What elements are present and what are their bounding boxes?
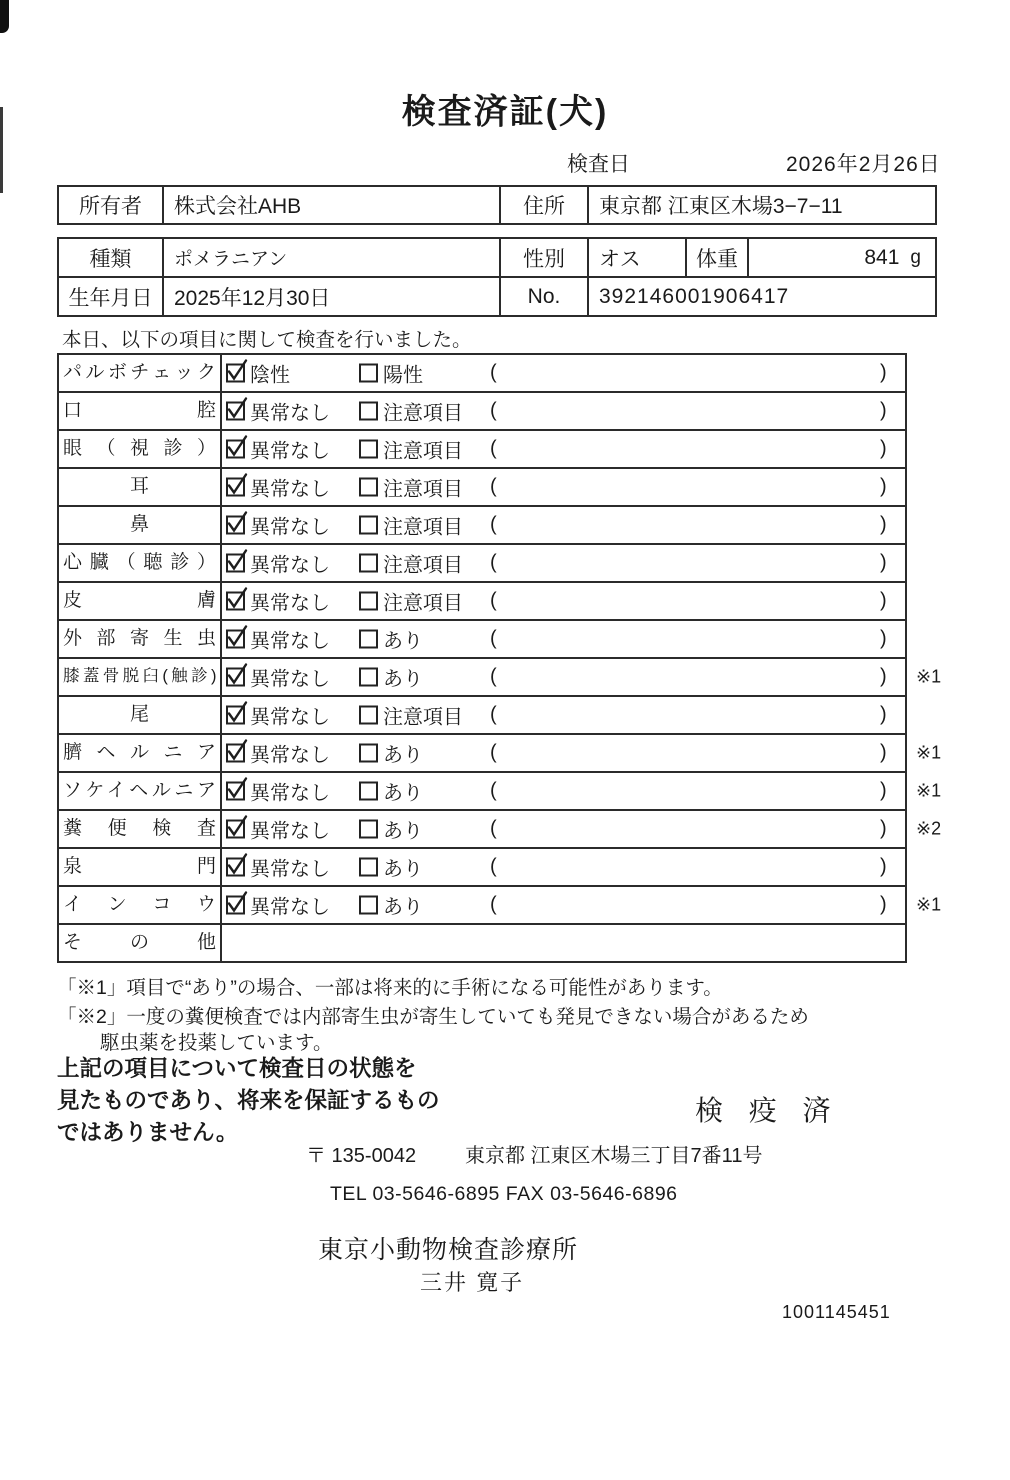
check-row-content	[222, 355, 905, 391]
checkbox-checked-icon	[226, 858, 245, 877]
option-label: 異常なし	[250, 668, 330, 691]
checkbox-empty-icon	[359, 554, 378, 573]
option-label: あり	[383, 744, 423, 767]
check-row-content	[222, 583, 905, 619]
result-paren-close: )	[880, 513, 887, 536]
checkbox-checked-icon	[226, 706, 245, 725]
checkbox-checked-icon	[226, 364, 245, 383]
checkbox-checked-icon	[226, 630, 245, 649]
check-row-label: 尾	[59, 697, 222, 733]
option-label: 陰性	[250, 364, 290, 387]
checkbox-empty-icon	[359, 668, 378, 687]
check-mark-icon	[225, 550, 249, 574]
clinic-address: 東京都 江東区木場三丁目7番11号	[465, 1145, 763, 1167]
footnote-ref: ※2	[916, 818, 942, 839]
check-row-label: 糞便検査	[59, 811, 222, 847]
check-row-content	[222, 621, 905, 657]
option-checked	[226, 625, 330, 654]
address-label: 住所	[499, 187, 587, 223]
owner-label: 所有者	[79, 195, 142, 218]
option-checked	[226, 435, 330, 464]
check-mark-icon	[225, 436, 249, 460]
clinic-postal-code: 〒 135-0042	[306, 1145, 417, 1167]
animal-table	[57, 237, 937, 317]
result-paren-open: (	[490, 437, 497, 460]
option-unchecked	[359, 853, 423, 882]
option-unchecked	[359, 663, 423, 692]
option-label: 陽性	[383, 364, 423, 387]
check-row	[59, 809, 942, 847]
check-row	[59, 733, 942, 771]
check-row-content	[222, 393, 905, 429]
checkbox-empty-icon	[359, 782, 378, 801]
option-unchecked	[359, 891, 423, 920]
inspection-date-label: 検査日	[567, 153, 630, 176]
result-paren-open: (	[490, 855, 497, 878]
option-label: 異常なし	[250, 554, 330, 577]
result-paren-close: )	[880, 665, 887, 688]
option-label: 異常なし	[250, 706, 330, 729]
checkbox-checked-icon	[226, 896, 245, 915]
breed-value: ポメラニアン	[162, 239, 499, 276]
option-label: 異常なし	[250, 440, 330, 463]
check-mark-icon	[225, 512, 249, 536]
check-row-content	[222, 545, 905, 581]
option-checked	[226, 815, 330, 844]
id-number-label: No.	[499, 278, 587, 315]
option-unchecked	[359, 359, 423, 388]
option-unchecked	[359, 815, 423, 844]
document-serial-number: 1001145451	[782, 1302, 891, 1322]
option-label: 異常なし	[250, 478, 330, 501]
footnote-2-continued: 駆虫薬を投薬しています。	[100, 1032, 333, 1054]
check-row	[59, 885, 942, 923]
option-checked	[226, 359, 290, 388]
check-row	[59, 581, 905, 619]
checkbox-checked-icon	[226, 668, 245, 687]
check-row	[59, 467, 905, 505]
inspection-date-value: 2026年2月26日	[786, 153, 941, 176]
option-label: 異常なし	[250, 592, 330, 615]
result-paren-open: (	[490, 589, 497, 612]
footnote-ref: ※1	[916, 780, 942, 801]
option-checked	[226, 777, 330, 806]
option-label: 異常なし	[250, 858, 330, 881]
result-paren-close: )	[880, 627, 887, 650]
check-mark-icon	[225, 664, 249, 688]
disclaimer-line: ではありません。	[57, 1120, 239, 1145]
checkbox-empty-icon	[359, 820, 378, 839]
option-label: 異常なし	[250, 630, 330, 653]
option-unchecked	[359, 511, 463, 540]
result-paren-close: )	[880, 703, 887, 726]
option-checked	[226, 701, 330, 730]
checkbox-empty-icon	[359, 706, 378, 725]
result-paren-close: )	[880, 741, 887, 764]
check-row-label: 皮膚	[59, 583, 222, 619]
checkbox-empty-icon	[359, 516, 378, 535]
check-row	[59, 695, 905, 733]
check-row	[59, 505, 905, 543]
option-label: 注意項目	[383, 554, 463, 577]
option-unchecked	[359, 397, 463, 426]
page-title: 検査済証(犬)	[401, 93, 609, 131]
checkbox-checked-icon	[226, 820, 245, 839]
animal-row-2	[59, 276, 935, 315]
check-row-content	[222, 773, 942, 809]
birthdate-label: 生年月日	[68, 286, 153, 310]
check-row	[59, 429, 905, 467]
check-row	[59, 543, 905, 581]
weight-unit: g	[910, 246, 921, 268]
check-mark-icon	[225, 892, 249, 916]
option-label: 異常なし	[250, 744, 330, 767]
option-label: あり	[383, 896, 423, 919]
weight-value	[747, 239, 935, 276]
option-unchecked	[359, 587, 463, 616]
disclaimer-paragraph	[57, 1053, 440, 1149]
checkbox-empty-icon	[359, 630, 378, 649]
check-row-content	[222, 507, 905, 543]
option-unchecked	[359, 473, 463, 502]
clinic-name: 東京小動物検査診療所	[318, 1236, 579, 1264]
check-row-label: 眼（視診）	[59, 431, 222, 467]
checkbox-empty-icon	[359, 744, 378, 763]
checkbox-checked-icon	[226, 402, 245, 421]
scan-artifact-mark	[0, 0, 9, 33]
result-paren-close: )	[880, 475, 887, 498]
result-paren-open: (	[490, 475, 497, 498]
result-paren-open: (	[490, 551, 497, 574]
result-paren-open: (	[490, 703, 497, 726]
check-row-label: 泉門	[59, 849, 222, 885]
owner-row	[59, 187, 935, 223]
check-row-label: 臍ヘルニア	[59, 735, 222, 771]
option-unchecked	[359, 549, 463, 578]
option-checked	[226, 891, 330, 920]
result-paren-close: )	[880, 779, 887, 802]
option-checked	[226, 511, 330, 540]
check-mark-icon	[225, 588, 249, 612]
result-paren-open: (	[490, 627, 497, 650]
checkbox-checked-icon	[226, 744, 245, 763]
result-paren-close: )	[880, 437, 887, 460]
check-mark-icon	[225, 474, 249, 498]
id-number-value: 392146001906417	[587, 278, 935, 315]
result-paren-open: (	[490, 513, 497, 536]
option-checked	[226, 587, 330, 616]
veterinarian-name: 三井 寛子	[420, 1270, 525, 1295]
check-row-content	[222, 849, 905, 885]
check-table	[57, 353, 942, 963]
check-row-content	[222, 697, 905, 733]
check-row	[59, 923, 905, 961]
checkbox-empty-icon	[359, 858, 378, 877]
option-label: 注意項目	[383, 516, 463, 539]
result-paren-close: )	[880, 589, 887, 612]
check-row	[59, 355, 905, 391]
check-row-label: 心臓（聴診）	[59, 545, 222, 581]
result-paren-close: )	[880, 399, 887, 422]
option-label: 注意項目	[383, 706, 463, 729]
result-paren-close: )	[880, 361, 887, 384]
checkbox-checked-icon	[226, 554, 245, 573]
footnote-ref: ※1	[916, 742, 942, 763]
check-mark-icon	[225, 360, 249, 384]
checkbox-checked-icon	[226, 478, 245, 497]
option-label: あり	[383, 858, 423, 881]
option-label: あり	[383, 630, 423, 653]
option-label: 異常なし	[250, 782, 330, 805]
check-row-label: 膝蓋骨脱臼(触診)	[59, 659, 222, 695]
birthdate-value: 2025年12月30日	[162, 278, 499, 315]
result-paren-open: (	[490, 665, 497, 688]
weight-number: 841	[864, 245, 900, 269]
result-paren-close: )	[880, 893, 887, 916]
check-row-content	[222, 887, 942, 923]
breed-label: 種類	[89, 247, 132, 271]
result-paren-close: )	[880, 855, 887, 878]
option-label: 異常なし	[250, 896, 330, 919]
check-row-content	[222, 925, 905, 961]
check-row-label: その他	[59, 925, 222, 961]
intro-sentence: 本日、以下の項目に関して検査を行いました。	[62, 329, 472, 351]
result-paren-open: (	[490, 779, 497, 802]
check-mark-icon	[225, 702, 249, 726]
option-unchecked	[359, 777, 423, 806]
owner-table	[57, 185, 937, 225]
result-paren-close: )	[880, 551, 887, 574]
checkbox-checked-icon	[226, 516, 245, 535]
check-mark-icon	[225, 740, 249, 764]
result-paren-open: (	[490, 361, 497, 384]
result-paren-open: (	[490, 399, 497, 422]
footnote-ref: ※1	[916, 666, 942, 687]
checkbox-empty-icon	[359, 592, 378, 611]
check-row-label: 口腔	[59, 393, 222, 429]
check-row-label: パルボチェック	[59, 355, 222, 391]
disclaimer-line: 見たものであり、将来を保証するもの	[57, 1088, 440, 1113]
option-unchecked	[359, 701, 463, 730]
checkbox-empty-icon	[359, 364, 378, 383]
checkbox-empty-icon	[359, 478, 378, 497]
sex-label: 性別	[499, 239, 587, 276]
result-paren-open: (	[490, 741, 497, 764]
option-unchecked	[359, 739, 423, 768]
check-row	[59, 657, 942, 695]
option-checked	[226, 397, 330, 426]
check-row-label: ソケイヘルニア	[59, 773, 222, 809]
address-value: 東京都 江東区木場3−7−11	[587, 187, 935, 223]
option-checked	[226, 549, 330, 578]
check-mark-icon	[225, 626, 249, 650]
check-mark-icon	[225, 854, 249, 878]
option-checked	[226, 739, 330, 768]
weight-label: 体重	[685, 239, 747, 276]
check-row	[59, 771, 942, 809]
clinic-tel-fax: TEL 03-5646-6895 FAX 03-5646-6896	[330, 1183, 678, 1205]
result-paren-close: )	[880, 817, 887, 840]
checkbox-empty-icon	[359, 896, 378, 915]
animal-row-1	[59, 239, 935, 276]
check-row	[59, 619, 905, 657]
check-row-label: 耳	[59, 469, 222, 505]
footnote-2: 「※2」一度の糞便検査では内部寄生虫が寄生していても発見できない場合があるため	[57, 1006, 809, 1028]
checkbox-checked-icon	[226, 782, 245, 801]
option-checked	[226, 663, 330, 692]
option-label: 異常なし	[250, 820, 330, 843]
result-paren-open: (	[490, 893, 497, 916]
check-row-content	[222, 735, 942, 771]
check-mark-icon	[225, 816, 249, 840]
option-label: あり	[383, 668, 423, 691]
quarantine-passed-stamp: 検 疫 済	[695, 1095, 840, 1126]
owner-value: 株式会社AHB	[162, 187, 499, 223]
option-label: 注意項目	[383, 440, 463, 463]
disclaimer-line: 上記の項目について検査日の状態を	[57, 1056, 417, 1081]
checkbox-empty-icon	[359, 440, 378, 459]
check-row-content	[222, 469, 905, 505]
checkbox-empty-icon	[359, 402, 378, 421]
option-label: 注意項目	[383, 478, 463, 501]
option-checked	[226, 473, 330, 502]
result-paren-open: (	[490, 817, 497, 840]
check-row-content	[222, 811, 942, 847]
checkbox-checked-icon	[226, 440, 245, 459]
check-row-content	[222, 431, 905, 467]
check-row-content	[222, 659, 942, 695]
check-mark-icon	[225, 398, 249, 422]
sex-value: オス	[587, 239, 685, 276]
option-checked	[226, 853, 330, 882]
footnote-ref: ※1	[916, 894, 942, 915]
check-row-label: 鼻	[59, 507, 222, 543]
option-label: 注意項目	[383, 402, 463, 425]
option-label: 注意項目	[383, 592, 463, 615]
check-mark-icon	[225, 778, 249, 802]
option-unchecked	[359, 435, 463, 464]
option-label: 異常なし	[250, 516, 330, 539]
footnote-1: 「※1」項目で“あり”の場合、一部は将来的に手術になる可能性があります。	[57, 977, 723, 999]
check-row	[59, 847, 905, 885]
option-label: 異常なし	[250, 402, 330, 425]
option-unchecked	[359, 625, 423, 654]
check-row	[59, 391, 905, 429]
option-label: あり	[383, 782, 423, 805]
check-row-label: インコウ	[59, 887, 222, 923]
checkbox-checked-icon	[226, 592, 245, 611]
option-label: あり	[383, 820, 423, 843]
check-row-label: 外部寄生虫	[59, 621, 222, 657]
